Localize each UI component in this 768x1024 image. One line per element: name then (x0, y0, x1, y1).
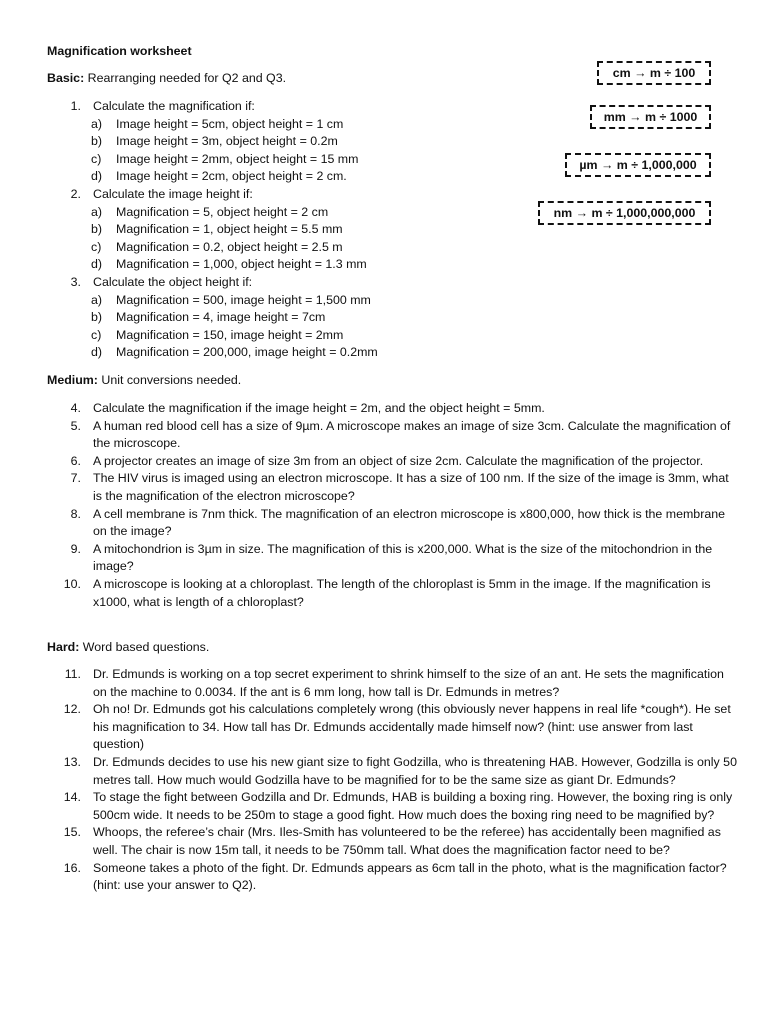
question-3c: c) Magnification = 150, image height = 2mm (91, 327, 344, 342)
hard-questions (47, 666, 737, 895)
basic-note: Rearranging needed for Q2 and Q3. (84, 71, 287, 85)
conversion-box-nm: nm → m ÷ 1,000,000,000 (538, 201, 711, 225)
question-3a: a) Magnification = 500, image height = 1,500 mm (91, 292, 371, 307)
question-8: 8. A cell membrane is 7nm thick. The magnification of an electron microscope is x800,000, how thick is the membrane on the image? (70, 506, 725, 539)
hard-note: Word based questions. (79, 640, 210, 654)
question-9: 9. A mitochondrion is 3µm in size. The magnification of this is x200,000. What is the size of the mitochondrion in the image? (70, 541, 713, 574)
question-1c: c) Image height = 2mm, object height = 15 mm (91, 151, 359, 166)
question-16: 16. Someone takes a photo of the fight. Dr. Edmunds appears as 6cm tall in the photo, what is the magnification factor? (hint: use your answer to Q2). (63, 860, 727, 893)
question-2d: d) Magnification = 1,000, object height = 1.3 mm (91, 257, 367, 272)
question-5: 5. A human red blood cell has a size of 9µm. A microscope makes an image of size 3cm. Calculate the magnification of the microscope. (70, 418, 731, 451)
question-7: 7. The HIV virus is imaged using an electron microscope. It has a size of 100 nm. If the size of the image is 3mm, what is the magnification of the electron microscope? (70, 471, 729, 503)
question-6: 6. A projector creates an image of size 3m from an object of size 2cm. Calculate the magnification of the projector. (70, 453, 704, 468)
question-2b: b) Magnification = 1, object height = 5.5 mm (91, 222, 343, 237)
question-4: 4. Calculate the magnification if the image height = 2m, and the object height = 5mm. (70, 401, 545, 415)
basic-questions (47, 98, 527, 362)
page-title: Magnification worksheet (47, 44, 192, 58)
hard-label: Hard: (47, 640, 80, 654)
question-11: 11. Dr. Edmunds is working on a top secret experiment to shrink himself to the size of an ant. He sets the magnification on the machine to 0.0034. If the ant is 6 mm long, how tall is Dr. Edmunds in metres? (64, 667, 724, 699)
question-2c: c) Magnification = 0.2, object height = 2.5 m (91, 239, 343, 254)
conversion-box-cm: cm → m ÷ 100 (597, 61, 711, 85)
question-14: 14. To stage the fight between Godzilla and Dr. Edmunds, HAB is building a boxing ring. However, the boxing ring is only 500cm wide. It needs to be 250m to stage a good fight. How much does the boxing ring need to be magnified by? (63, 790, 733, 822)
question-3: 3. Calculate the object height if: (70, 274, 253, 289)
question-3d: d) Magnification = 200,000, image height = 0.2mm (91, 345, 378, 360)
question-1: 1. Calculate the magnification if: (70, 99, 255, 113)
medium-questions (47, 400, 737, 611)
question-1d: d) Image height = 2cm, object height = 2 cm. (91, 169, 347, 184)
conversion-box-um: µm → m ÷ 1,000,000 (565, 153, 711, 177)
medium-heading (47, 372, 241, 390)
question-3b: b) Magnification = 4, image height = 7cm (91, 310, 326, 325)
hard-heading (47, 639, 209, 657)
question-15: 15. Whoops, the referee’s chair (Mrs. Iles-Smith has volunteered to be the referee) has accidentally been magnified as well. The chair is now 15m tall, it needs to be 750mm tall. What does the magnification factor need to be? (63, 825, 721, 857)
question-1a: a) Image height = 5cm, object height = 1 cm (91, 116, 344, 131)
question-13: 13. Dr. Edmunds decides to use his new giant size to fight Godzilla, who is threatening HAB. However, Godzilla is only 50 metres tall. How much would Godzilla have to be magnified for to be the same size as giant Dr. Edmunds? (63, 754, 737, 787)
basic-heading (47, 70, 286, 88)
basic-label: Basic: (47, 71, 85, 85)
question-1b: b) Image height = 3m, object height = 0.2m (91, 134, 338, 149)
question-10: 10. A microscope is looking at a chloroplast. The length of the chloroplast is 5mm in the image. If the magnification is x1000, what is length of a chloroplast? (63, 576, 711, 609)
conversion-box-mm: mm → m ÷ 1000 (590, 105, 711, 129)
medium-note: Unit conversions needed. (97, 373, 242, 387)
question-2a: a) Magnification = 5, object height = 2 cm (91, 204, 329, 219)
medium-label: Medium: (47, 373, 98, 387)
question-12: 12. Oh no! Dr. Edmunds got his calculations completely wrong (this obviously never happens in real life *cough*). He set his magnification to 34. How tall has Dr. Edmunds accidentally made himself now? (hint: use answer from last question) (63, 702, 731, 752)
question-2: 2. Calculate the image height if: (70, 186, 253, 201)
